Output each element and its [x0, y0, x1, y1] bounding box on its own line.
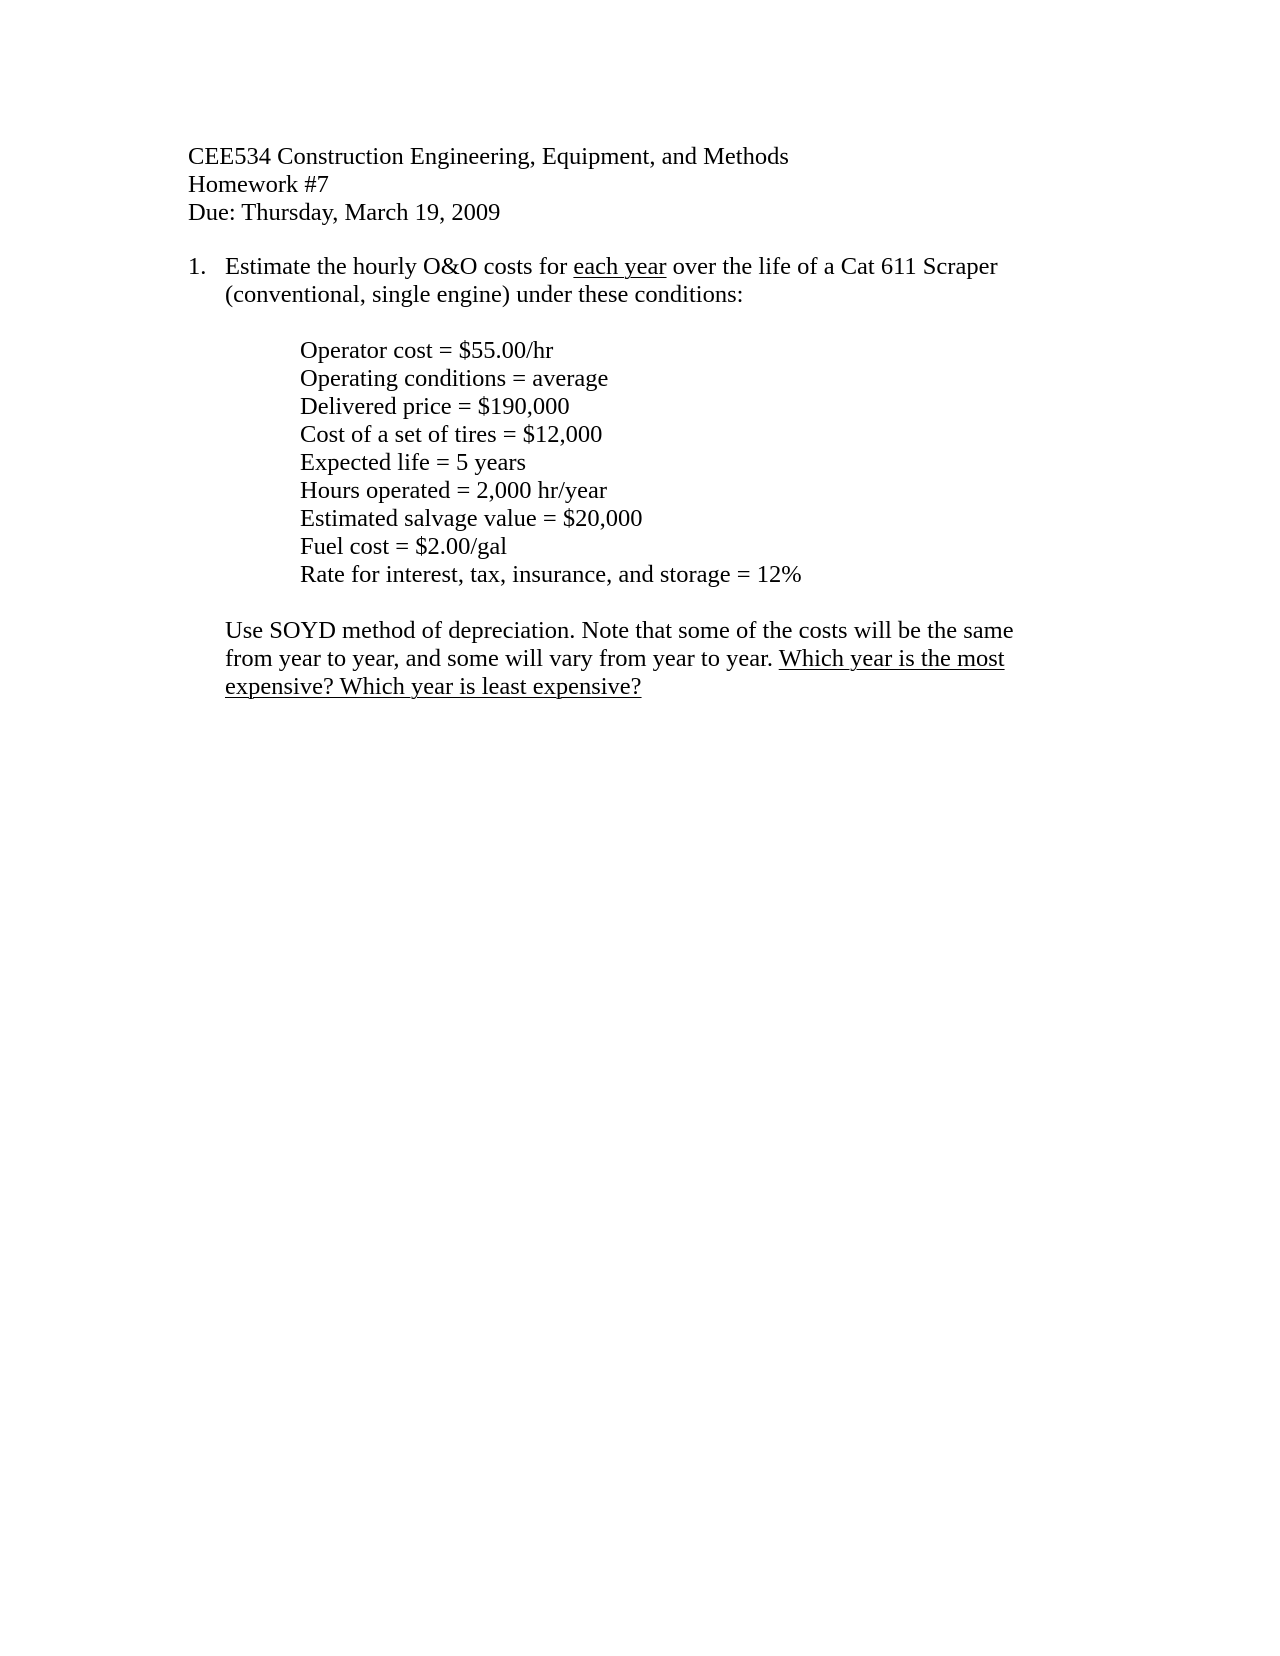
most-expensive-question: Which year is the most [778, 645, 1005, 672]
question-line-2: (conventional, single engine) under these conditions: [225, 281, 744, 308]
question-line-1-end: over the life of a Cat 611 Scraper [666, 253, 998, 280]
least-expensive-question: expensive? Which year is least expensive? [225, 673, 642, 700]
homework-number: Homework #7 [188, 171, 329, 198]
condition-fuel-cost: Fuel cost = $2.00/gal [300, 533, 508, 560]
note-line-3 [225, 672, 642, 701]
due-date: Due: Thursday, March 19, 2009 [188, 199, 501, 226]
question-line-1 [225, 252, 998, 281]
question-line-1-start: Estimate the hourly O&O costs for [225, 253, 574, 280]
note-line-1: Use SOYD method of depreciation. Note that some of the costs will be the same [225, 617, 1014, 644]
question-number: 1. [188, 253, 207, 280]
condition-salvage-value: Estimated salvage value = $20,000 [300, 505, 643, 532]
note-line-2 [225, 644, 1005, 673]
note-line-2-start: from year to year, and some will vary from year to year. [225, 645, 779, 672]
condition-operator-cost: Operator cost = $55.00/hr [300, 337, 554, 364]
condition-hours-operated: Hours operated = 2,000 hr/year [300, 477, 608, 504]
condition-tire-cost: Cost of a set of tires = $12,000 [300, 421, 603, 448]
condition-expected-life: Expected life = 5 years [300, 449, 527, 476]
course-title: CEE534 Construction Engineering, Equipment, and Methods [188, 143, 789, 170]
each-year-emphasis: each year [573, 253, 667, 280]
condition-operating-conditions: Operating conditions = average [300, 365, 609, 392]
condition-delivered-price: Delivered price = $190,000 [300, 393, 570, 420]
condition-interest-rate: Rate for interest, tax, insurance, and storage = 12% [300, 561, 802, 588]
